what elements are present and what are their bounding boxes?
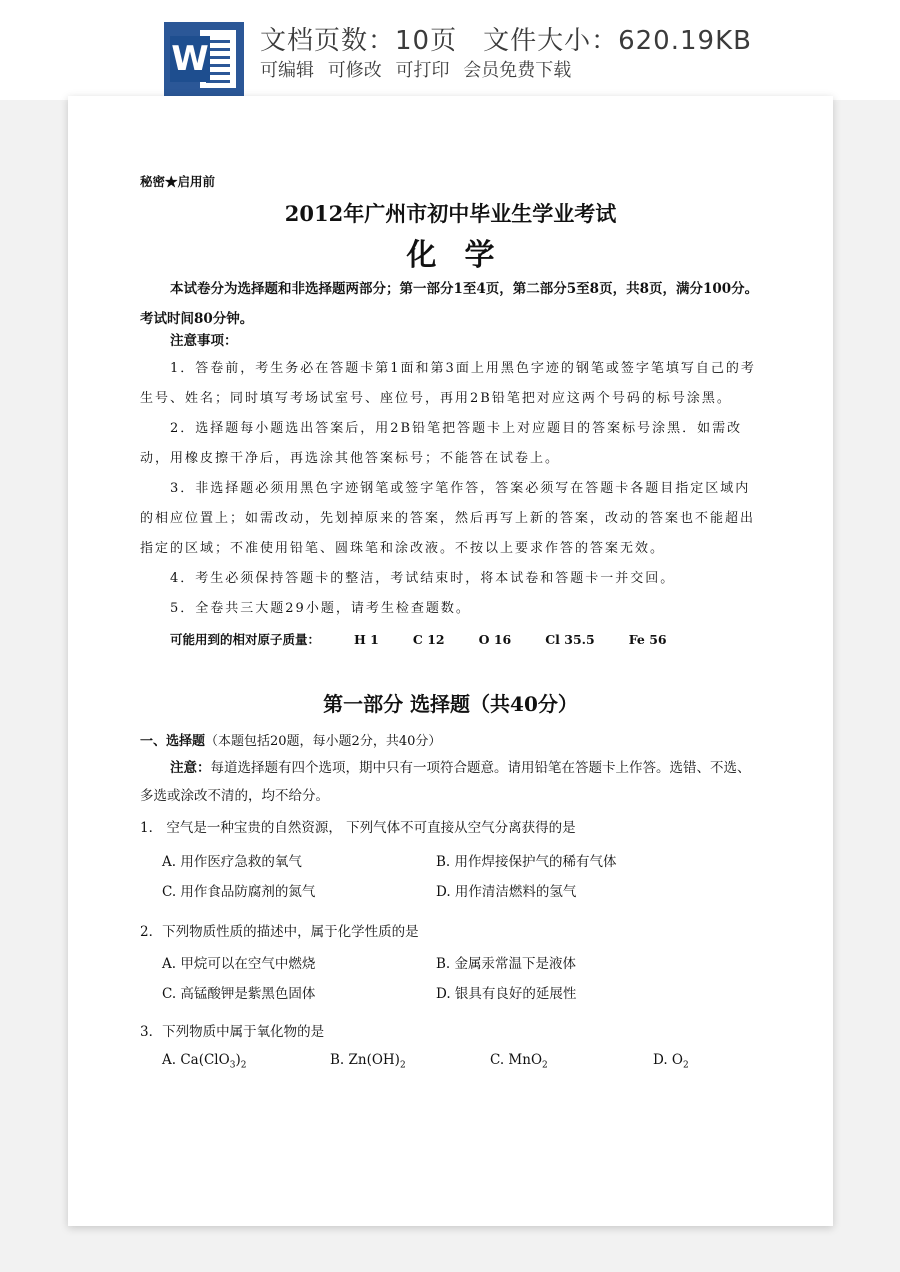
question-1-option-b: B. 用作焊接保护气的稀有气体	[436, 854, 617, 870]
page-count: 文档页数：10页	[260, 26, 458, 56]
question-1-option-d: D. 用作清洁燃料的氢气	[436, 884, 577, 900]
question-3-option-a: A. $Ca(ClO_3)_2$	[162, 1052, 247, 1071]
word-letter: W	[170, 36, 210, 82]
feature-member-download: 会员免费下载	[463, 60, 572, 81]
question-1-stem: 1． 空气是一种宝贵的自然资源， 下列气体不可直接从空气分离获得的是	[140, 820, 576, 836]
exam-intro: 本试卷分为选择题和非选择题两部分；第一部分1至4页，第二部分5至8页，共8页，满分100分。考试时间80分钟。	[140, 281, 759, 327]
question-3-stem: 3．下列物质中属于氧化物的是	[140, 1024, 325, 1040]
atomic-mass-c: C 12	[412, 632, 445, 647]
question-2-stem: 2．下列物质性质的描述中，属于化学性质的是	[140, 924, 419, 940]
question-2-option-b: B. 金属汞常温下是液体	[436, 956, 577, 972]
file-size: 文件大小：620.19KB	[483, 26, 752, 56]
section-heading	[140, 730, 441, 749]
question-2-option-a: A. 甲烷可以在空气中燃烧	[162, 956, 316, 972]
question-1-option-a: A. 用作医疗急救的氧气	[162, 854, 302, 870]
notice-item: 3．非选择题必须用黑色字迹钢笔或签字笔作答，答案必须写在答题卡各题目指定区域内的相应位置上；如需改动，先划掉原来的答案，然后再写上新的答案，改动的答案也不能超出指定的区域；不准使用铅笔、圆珠笔和涂改液。不按以上要求作答的答案无效。	[140, 481, 756, 556]
feature-printable: 可打印	[395, 60, 450, 81]
question-2-option-d: D. 银具有良好的延展性	[436, 986, 577, 1002]
notice-item: 2．选择题每小题选出答案后，用2B铅笔把答题卡上对应题目的答案标号涂黑．如需改动，用橡皮擦干净后，再选涂其他答案标号；不能答在试卷上。	[140, 421, 743, 466]
notice-item: 5．全卷共三大题29小题，请考生检查题数。	[170, 601, 471, 616]
section-note-text: 每道选择题有四个选项，期中只有一项符合题意。请用铅笔在答题卡上作答。选错、不选、多选或涂改不清的，均不给分。	[140, 760, 751, 804]
feature-editable: 可编辑	[260, 60, 314, 81]
question-3-option-b: B. $Zn(OH)_2$	[330, 1052, 406, 1071]
atomic-masses	[170, 630, 701, 648]
atomic-mass-h: H 1	[354, 632, 379, 647]
file-meta	[260, 20, 778, 57]
notice-list	[140, 354, 760, 624]
question-2-option-c: C. 高锰酸钾是紫黑色固体	[162, 986, 316, 1002]
part-one-title: 第一部分 选择题（共40分）	[323, 692, 578, 716]
atomic-mass-fe: Fe 56	[628, 632, 667, 647]
atomic-label: 可能用到的相对原子质量：	[170, 632, 321, 647]
section-label: 一、选择题	[140, 734, 206, 749]
feature-list	[260, 56, 579, 82]
notice-item: 4．考生必须保持答题卡的整洁，考试结束时，将本试卷和答题卡一并交回。	[170, 571, 676, 586]
question-3-option-d: D. $O_2$	[653, 1052, 689, 1071]
atomic-mass-o: O 16	[478, 632, 512, 647]
question-1-option-c: C. 用作食品防腐剂的氮气	[162, 884, 316, 900]
word-doc-icon	[164, 22, 244, 96]
question-3-option-c: C. MnO$_2$	[490, 1052, 548, 1071]
download-header	[0, 0, 900, 100]
section-note	[140, 754, 760, 810]
notice-item: 1．答卷前，考生务必在答题卡第1面和第3面上用黑色字迹的钢笔或签字笔填写自己的考生号、姓名；同时填写考场试室号、座位号，再用2B铅笔把对应这两个号码的标号涂黑。	[140, 361, 756, 406]
exam-title: 2012年广州市初中毕业生学业考试	[284, 201, 617, 226]
section-desc: （本题包括20题，每小题2分，共40分）	[205, 734, 442, 749]
section-note-label: 注意：	[170, 760, 211, 776]
notice-heading: 注意事项：	[170, 333, 238, 349]
exam-subject: 化学	[406, 238, 523, 273]
secret-mark: 秘密★启用前	[140, 174, 216, 189]
atomic-mass-cl: Cl 35.5	[545, 632, 595, 647]
document-page	[68, 96, 833, 1226]
feature-modifiable: 可修改	[327, 60, 382, 81]
